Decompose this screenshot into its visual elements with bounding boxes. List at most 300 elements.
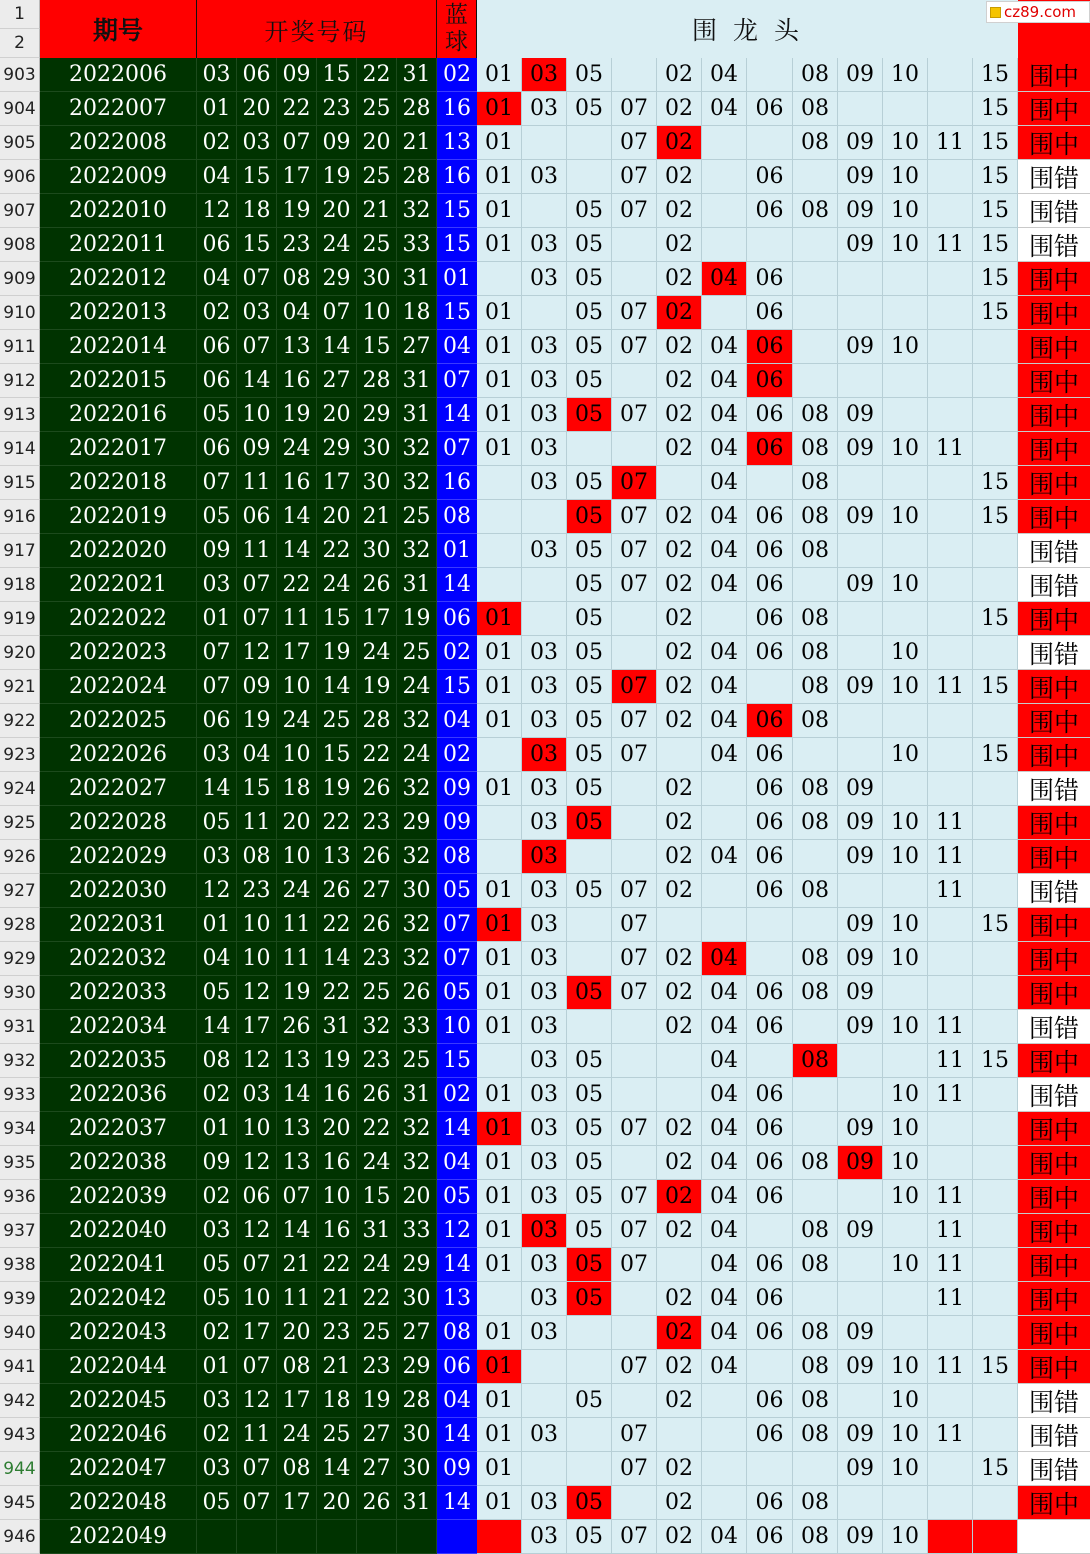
pick-header[interactable]: 围 龙 头: [477, 0, 1018, 58]
winning-number[interactable]: 03: [237, 126, 277, 160]
pick-number[interactable]: 10: [883, 738, 928, 772]
winning-number[interactable]: 25: [357, 92, 397, 126]
pick-number[interactable]: 10: [883, 840, 928, 874]
period-number[interactable]: 2022034: [40, 1010, 197, 1044]
pick-number[interactable]: [702, 126, 747, 160]
pick-number-hit[interactable]: 05: [567, 1486, 612, 1520]
pick-number[interactable]: 10: [883, 636, 928, 670]
pick-number[interactable]: 08: [793, 1520, 838, 1554]
row-number[interactable]: 906: [0, 160, 40, 194]
winning-number[interactable]: 21: [277, 1248, 317, 1282]
pick-number[interactable]: [612, 432, 657, 466]
winning-number[interactable]: 15: [317, 58, 357, 92]
winning-number[interactable]: 22: [357, 58, 397, 92]
winning-number[interactable]: 24: [277, 704, 317, 738]
pick-number[interactable]: 05: [567, 194, 612, 228]
pick-number[interactable]: [928, 58, 973, 92]
pick-number[interactable]: 11: [928, 1282, 973, 1316]
blue-ball-header[interactable]: 蓝球: [437, 0, 477, 58]
pick-number[interactable]: 06: [747, 500, 793, 534]
result-cell[interactable]: 围中: [1018, 262, 1090, 296]
pick-number[interactable]: 05: [567, 1180, 612, 1214]
pick-number[interactable]: 08: [793, 58, 838, 92]
pick-number[interactable]: 09: [838, 1520, 883, 1554]
pick-number[interactable]: 09: [838, 160, 883, 194]
pick-number[interactable]: 11: [928, 1044, 973, 1078]
pick-number[interactable]: 15: [973, 602, 1018, 636]
pick-number[interactable]: 10: [883, 228, 928, 262]
pick-number[interactable]: 01: [477, 1078, 522, 1112]
pick-number[interactable]: 04: [702, 466, 747, 500]
winning-number[interactable]: [237, 1520, 277, 1554]
winning-number[interactable]: 21: [357, 194, 397, 228]
pick-number[interactable]: [973, 704, 1018, 738]
pick-number[interactable]: [522, 1452, 567, 1486]
result-cell[interactable]: 围错: [1018, 1418, 1090, 1452]
winning-number[interactable]: 14: [197, 772, 237, 806]
period-number[interactable]: 2022010: [40, 194, 197, 228]
pick-number[interactable]: 11: [928, 1350, 973, 1384]
pick-number-hit[interactable]: 01: [477, 602, 522, 636]
period-number[interactable]: 2022047: [40, 1452, 197, 1486]
pick-number[interactable]: 05: [567, 670, 612, 704]
result-cell[interactable]: 围错: [1018, 1384, 1090, 1418]
pick-number[interactable]: 08: [793, 1316, 838, 1350]
pick-number[interactable]: [477, 568, 522, 602]
pick-number[interactable]: [702, 160, 747, 194]
pick-number[interactable]: 09: [838, 1350, 883, 1384]
pick-number[interactable]: 05: [567, 1146, 612, 1180]
pick-number[interactable]: [928, 364, 973, 398]
pick-number[interactable]: [838, 874, 883, 908]
winning-number[interactable]: 26: [397, 976, 437, 1010]
pick-number-hit[interactable]: 06: [747, 330, 793, 364]
pick-number[interactable]: 10: [883, 670, 928, 704]
pick-number[interactable]: 02: [657, 398, 702, 432]
winning-number[interactable]: 26: [357, 772, 397, 806]
pick-number[interactable]: 07: [612, 976, 657, 1010]
pick-number[interactable]: [883, 92, 928, 126]
pick-number[interactable]: [973, 1078, 1018, 1112]
pick-number[interactable]: 03: [522, 1112, 567, 1146]
pick-number[interactable]: [838, 704, 883, 738]
winning-number[interactable]: 10: [357, 296, 397, 330]
row-number[interactable]: 939: [0, 1282, 40, 1316]
blue-ball-number[interactable]: [437, 1520, 477, 1554]
pick-number[interactable]: [567, 908, 612, 942]
winning-number[interactable]: 10: [237, 942, 277, 976]
winning-number[interactable]: 18: [397, 296, 437, 330]
pick-number[interactable]: 03: [522, 908, 567, 942]
pick-number[interactable]: 15: [973, 670, 1018, 704]
pick-number[interactable]: 08: [793, 976, 838, 1010]
blue-ball-number[interactable]: 13: [437, 126, 477, 160]
winning-number[interactable]: 17: [237, 1010, 277, 1044]
winning-number[interactable]: 14: [277, 1078, 317, 1112]
winning-number[interactable]: 20: [237, 92, 277, 126]
pick-number[interactable]: 01: [477, 1180, 522, 1214]
pick-number[interactable]: 07: [612, 1452, 657, 1486]
winning-number[interactable]: 32: [397, 194, 437, 228]
pick-number[interactable]: 15: [973, 160, 1018, 194]
pick-number[interactable]: 01: [477, 976, 522, 1010]
blue-ball-number[interactable]: 14: [437, 1112, 477, 1146]
pick-number[interactable]: 01: [477, 364, 522, 398]
pick-number[interactable]: [657, 908, 702, 942]
pick-number[interactable]: 10: [883, 1078, 928, 1112]
winning-number[interactable]: 18: [317, 1384, 357, 1418]
winning-number[interactable]: 32: [397, 432, 437, 466]
pick-number[interactable]: 02: [657, 1350, 702, 1384]
pick-number[interactable]: [973, 1180, 1018, 1214]
winning-number[interactable]: 22: [317, 976, 357, 1010]
winning-number[interactable]: 23: [357, 806, 397, 840]
pick-number[interactable]: [567, 432, 612, 466]
pick-number[interactable]: [567, 1316, 612, 1350]
winning-number[interactable]: 26: [357, 1078, 397, 1112]
pick-number[interactable]: 05: [567, 704, 612, 738]
result-cell[interactable]: 围错: [1018, 636, 1090, 670]
pick-number[interactable]: 06: [747, 636, 793, 670]
pick-number[interactable]: 06: [747, 976, 793, 1010]
pick-number[interactable]: 03: [522, 1282, 567, 1316]
pick-number[interactable]: 06: [747, 738, 793, 772]
pick-number-hit[interactable]: 06: [747, 432, 793, 466]
pick-number[interactable]: 09: [838, 330, 883, 364]
pick-number[interactable]: 08: [793, 534, 838, 568]
row-number[interactable]: 913: [0, 398, 40, 432]
winning-number[interactable]: 01: [197, 908, 237, 942]
pick-number[interactable]: 09: [838, 1316, 883, 1350]
pick-number-hit[interactable]: [928, 1520, 973, 1554]
winning-number[interactable]: 20: [277, 806, 317, 840]
pick-number[interactable]: 05: [567, 1078, 612, 1112]
pick-number[interactable]: [973, 568, 1018, 602]
winning-number[interactable]: 10: [237, 1112, 277, 1146]
blue-ball-number[interactable]: 07: [437, 942, 477, 976]
result-cell[interactable]: 围中: [1018, 364, 1090, 398]
period-number[interactable]: 2022049: [40, 1520, 197, 1554]
pick-number[interactable]: 07: [612, 1418, 657, 1452]
winning-number[interactable]: 22: [317, 908, 357, 942]
winning-number[interactable]: 07: [197, 636, 237, 670]
pick-number[interactable]: [838, 92, 883, 126]
pick-number-hit[interactable]: 02: [657, 1180, 702, 1214]
pick-number[interactable]: [838, 534, 883, 568]
pick-number[interactable]: [838, 738, 883, 772]
pick-number[interactable]: [838, 364, 883, 398]
pick-number[interactable]: [793, 738, 838, 772]
winning-number[interactable]: 14: [237, 364, 277, 398]
winning-number[interactable]: 32: [397, 1112, 437, 1146]
winning-number[interactable]: 23: [357, 1044, 397, 1078]
pick-number[interactable]: 01: [477, 398, 522, 432]
row-number[interactable]: 943: [0, 1418, 40, 1452]
pick-number[interactable]: 15: [973, 1452, 1018, 1486]
pick-number[interactable]: [928, 1316, 973, 1350]
winning-number[interactable]: 14: [317, 1452, 357, 1486]
winning-number[interactable]: [317, 1520, 357, 1554]
pick-number[interactable]: [973, 1486, 1018, 1520]
blue-ball-number[interactable]: 10: [437, 1010, 477, 1044]
pick-number[interactable]: [973, 772, 1018, 806]
row-number[interactable]: 915: [0, 466, 40, 500]
winning-number[interactable]: 17: [317, 466, 357, 500]
pick-number[interactable]: 05: [567, 738, 612, 772]
period-number[interactable]: 2022048: [40, 1486, 197, 1520]
pick-number[interactable]: 09: [838, 908, 883, 942]
pick-number[interactable]: [793, 1112, 838, 1146]
pick-number[interactable]: 04: [702, 1180, 747, 1214]
winning-number[interactable]: 04: [197, 262, 237, 296]
pick-number[interactable]: 15: [973, 738, 1018, 772]
pick-number[interactable]: [838, 1384, 883, 1418]
pick-number[interactable]: 02: [657, 1010, 702, 1044]
pick-number[interactable]: 01: [477, 636, 522, 670]
pick-number[interactable]: 09: [838, 568, 883, 602]
pick-number[interactable]: 02: [657, 840, 702, 874]
pick-number[interactable]: 04: [702, 1350, 747, 1384]
period-number[interactable]: 2022040: [40, 1214, 197, 1248]
result-cell[interactable]: 围中: [1018, 908, 1090, 942]
row-number[interactable]: 942: [0, 1384, 40, 1418]
winning-number[interactable]: 29: [357, 398, 397, 432]
row-number[interactable]: 934: [0, 1112, 40, 1146]
pick-number[interactable]: 06: [747, 194, 793, 228]
pick-number[interactable]: [612, 840, 657, 874]
winning-number[interactable]: 10: [237, 1282, 277, 1316]
winning-number[interactable]: 23: [357, 942, 397, 976]
result-cell[interactable]: 围错: [1018, 228, 1090, 262]
pick-number[interactable]: 08: [793, 194, 838, 228]
winning-number[interactable]: 30: [397, 874, 437, 908]
winning-number[interactable]: 12: [237, 1146, 277, 1180]
pick-number[interactable]: [883, 1214, 928, 1248]
pick-number[interactable]: 06: [747, 1282, 793, 1316]
winning-number[interactable]: 13: [317, 840, 357, 874]
winning-number[interactable]: 03: [237, 1078, 277, 1112]
pick-number[interactable]: 02: [657, 1452, 702, 1486]
pick-number[interactable]: 01: [477, 1146, 522, 1180]
result-cell[interactable]: 围中: [1018, 1146, 1090, 1180]
pick-number-hit[interactable]: 07: [612, 670, 657, 704]
winning-number[interactable]: 30: [357, 432, 397, 466]
pick-number[interactable]: 04: [702, 738, 747, 772]
winning-number[interactable]: 16: [317, 1214, 357, 1248]
pick-number[interactable]: 02: [657, 1146, 702, 1180]
pick-number[interactable]: [477, 840, 522, 874]
result-cell[interactable]: 围中: [1018, 1316, 1090, 1350]
result-cell[interactable]: 围中: [1018, 840, 1090, 874]
pick-number[interactable]: 04: [702, 636, 747, 670]
pick-number[interactable]: [883, 1044, 928, 1078]
blue-ball-number[interactable]: 14: [437, 568, 477, 602]
row-number[interactable]: 933: [0, 1078, 40, 1112]
pick-number[interactable]: 02: [657, 534, 702, 568]
winning-number[interactable]: 18: [237, 194, 277, 228]
winning-numbers-header[interactable]: 开奖号码: [197, 0, 437, 58]
pick-number[interactable]: [793, 364, 838, 398]
blue-ball-number[interactable]: 02: [437, 738, 477, 772]
pick-number[interactable]: [702, 772, 747, 806]
pick-number[interactable]: 07: [612, 704, 657, 738]
blue-ball-number[interactable]: 14: [437, 1486, 477, 1520]
row-number[interactable]: 917: [0, 534, 40, 568]
pick-number[interactable]: 06: [747, 1418, 793, 1452]
row-number[interactable]: 920: [0, 636, 40, 670]
pick-number[interactable]: 08: [793, 432, 838, 466]
pick-number[interactable]: 02: [657, 228, 702, 262]
winning-number[interactable]: 19: [357, 670, 397, 704]
winning-number[interactable]: 11: [277, 1282, 317, 1316]
winning-number[interactable]: 01: [197, 602, 237, 636]
pick-number[interactable]: 02: [657, 330, 702, 364]
winning-number[interactable]: 19: [357, 1384, 397, 1418]
pick-number[interactable]: 05: [567, 466, 612, 500]
pick-number[interactable]: 07: [612, 1520, 657, 1554]
winning-number[interactable]: 07: [197, 670, 237, 704]
pick-number[interactable]: [928, 92, 973, 126]
winning-number[interactable]: 25: [317, 704, 357, 738]
pick-number[interactable]: 03: [522, 976, 567, 1010]
winning-number[interactable]: 28: [397, 160, 437, 194]
pick-number[interactable]: 01: [477, 194, 522, 228]
winning-number[interactable]: 20: [357, 126, 397, 160]
period-number[interactable]: 2022025: [40, 704, 197, 738]
pick-number[interactable]: 02: [657, 262, 702, 296]
pick-number[interactable]: 10: [883, 160, 928, 194]
pick-number[interactable]: [702, 1486, 747, 1520]
row-number[interactable]: 940: [0, 1316, 40, 1350]
result-cell[interactable]: 围中: [1018, 704, 1090, 738]
winning-number[interactable]: 24: [397, 738, 437, 772]
result-cell[interactable]: 围中: [1018, 330, 1090, 364]
winning-number[interactable]: 09: [237, 670, 277, 704]
pick-number[interactable]: 07: [612, 194, 657, 228]
winning-number[interactable]: 14: [317, 670, 357, 704]
pick-number[interactable]: [838, 1248, 883, 1282]
winning-number[interactable]: 07: [237, 602, 277, 636]
winning-number[interactable]: 17: [237, 1316, 277, 1350]
blue-ball-number[interactable]: 04: [437, 704, 477, 738]
winning-number[interactable]: 07: [317, 296, 357, 330]
pick-number[interactable]: [973, 1418, 1018, 1452]
winning-number[interactable]: 20: [317, 1486, 357, 1520]
pick-number[interactable]: 09: [838, 806, 883, 840]
pick-number[interactable]: [838, 466, 883, 500]
pick-number[interactable]: [612, 1384, 657, 1418]
pick-number[interactable]: 03: [522, 262, 567, 296]
pick-number[interactable]: 09: [838, 976, 883, 1010]
pick-number[interactable]: [567, 126, 612, 160]
pick-number[interactable]: [657, 1044, 702, 1078]
winning-number[interactable]: 04: [197, 942, 237, 976]
pick-number[interactable]: 09: [838, 1112, 883, 1146]
pick-number[interactable]: 06: [747, 296, 793, 330]
row-number[interactable]: 928: [0, 908, 40, 942]
pick-number[interactable]: [747, 466, 793, 500]
blue-ball-number[interactable]: 13: [437, 1282, 477, 1316]
pick-number[interactable]: 01: [477, 1010, 522, 1044]
blue-ball-number[interactable]: 15: [437, 228, 477, 262]
winning-number[interactable]: 20: [317, 194, 357, 228]
pick-number[interactable]: 04: [702, 670, 747, 704]
pick-number[interactable]: 09: [838, 1418, 883, 1452]
blue-ball-number[interactable]: 07: [437, 908, 477, 942]
winning-number[interactable]: 25: [357, 160, 397, 194]
pick-number[interactable]: [477, 534, 522, 568]
row-number[interactable]: 910: [0, 296, 40, 330]
pick-number[interactable]: [477, 1282, 522, 1316]
winning-number[interactable]: 25: [357, 228, 397, 262]
winning-number[interactable]: 01: [197, 92, 237, 126]
pick-number[interactable]: 02: [657, 1520, 702, 1554]
winning-number[interactable]: 16: [317, 1146, 357, 1180]
pick-number[interactable]: 03: [522, 160, 567, 194]
period-number[interactable]: 2022016: [40, 398, 197, 432]
pick-number[interactable]: [702, 296, 747, 330]
pick-number[interactable]: 02: [657, 704, 702, 738]
winning-number[interactable]: 23: [317, 92, 357, 126]
pick-number[interactable]: 03: [522, 806, 567, 840]
pick-number[interactable]: [973, 806, 1018, 840]
pick-number[interactable]: 03: [522, 1486, 567, 1520]
winning-number[interactable]: 11: [277, 908, 317, 942]
winning-number[interactable]: 31: [397, 262, 437, 296]
pick-number[interactable]: 11: [928, 228, 973, 262]
pick-number[interactable]: 01: [477, 160, 522, 194]
period-number[interactable]: 2022014: [40, 330, 197, 364]
period-number[interactable]: 2022033: [40, 976, 197, 1010]
winning-number[interactable]: 19: [277, 194, 317, 228]
pick-number[interactable]: [883, 1486, 928, 1520]
pick-number-hit[interactable]: 02: [657, 126, 702, 160]
winning-number[interactable]: 04: [237, 738, 277, 772]
pick-number[interactable]: [928, 194, 973, 228]
pick-number[interactable]: 03: [522, 1316, 567, 1350]
pick-number[interactable]: 06: [747, 1112, 793, 1146]
pick-number-hit[interactable]: 02: [657, 1316, 702, 1350]
pick-number[interactable]: [838, 296, 883, 330]
pick-number[interactable]: 11: [928, 840, 973, 874]
winning-number[interactable]: 11: [277, 602, 317, 636]
pick-number[interactable]: 04: [702, 500, 747, 534]
row-number[interactable]: 935: [0, 1146, 40, 1180]
winning-number[interactable]: 24: [277, 874, 317, 908]
winning-number[interactable]: 12: [237, 1044, 277, 1078]
pick-number[interactable]: 09: [838, 500, 883, 534]
pick-number[interactable]: [612, 1078, 657, 1112]
winning-number[interactable]: 16: [277, 364, 317, 398]
pick-number[interactable]: 03: [522, 1248, 567, 1282]
pick-number[interactable]: [747, 942, 793, 976]
pick-number[interactable]: [612, 772, 657, 806]
pick-number[interactable]: 09: [838, 1010, 883, 1044]
result-cell[interactable]: 围中: [1018, 500, 1090, 534]
pick-number[interactable]: 10: [883, 126, 928, 160]
pick-number[interactable]: 06: [747, 1486, 793, 1520]
period-number[interactable]: 2022042: [40, 1282, 197, 1316]
pick-number[interactable]: [883, 874, 928, 908]
pick-number[interactable]: 04: [702, 364, 747, 398]
winning-number[interactable]: 07: [237, 1486, 277, 1520]
pick-number[interactable]: [702, 874, 747, 908]
winning-number[interactable]: 24: [357, 1146, 397, 1180]
pick-number[interactable]: 06: [747, 772, 793, 806]
result-cell[interactable]: 围错: [1018, 1078, 1090, 1112]
pick-number[interactable]: 08: [793, 704, 838, 738]
pick-number[interactable]: 07: [612, 534, 657, 568]
